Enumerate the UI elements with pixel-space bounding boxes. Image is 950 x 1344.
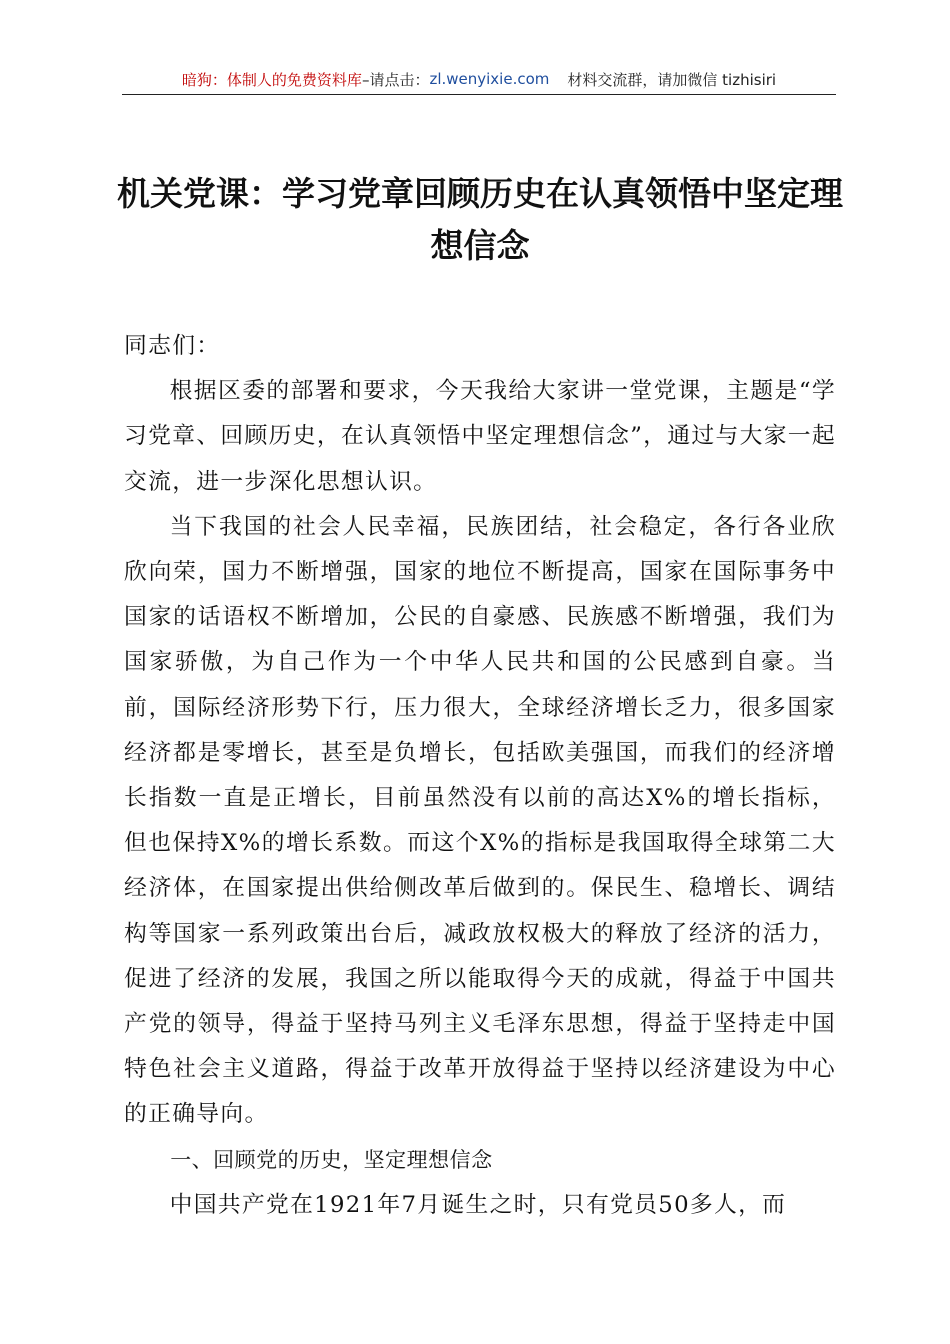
- section-heading: 一、回顾党的历史，坚定理想信念: [170, 1147, 493, 1172]
- header-separator: –请点击：: [361, 70, 430, 89]
- paragraph-history: 中国共产党在1921年7月诞生之时，只有党员50多人，而: [169, 1191, 787, 1218]
- paragraph-intro: 根据区委的部署和要求，今天我给大家讲一堂党课，主题是“学习党章、回顾历史，在认真领悟中坚定理想信念”，通过与大家一起交流，进一步深化思想认识。: [124, 378, 836, 495]
- header-link[interactable]: zl.wenyixie.com: [429, 70, 550, 88]
- salutation: 同志们：: [124, 333, 221, 359]
- document-title: 机关党课：学习党章回顾历史在认真领悟中坚定理想信念: [117, 174, 843, 265]
- header-contact: 材料交流群，请加微信 tizhisiri: [567, 70, 777, 89]
- document-body: [124, 324, 836, 1228]
- header-brand: 暗狗：体制人的免费资料库: [181, 70, 362, 89]
- page-header: [122, 64, 836, 95]
- paragraph-situation: 当下我国的社会人民幸福，民族团结，社会稳定，各行各业欣欣向荣，国力不断增强，国家的地位不断提高，国家在国际事务中国家的话语权不断增加，公民的自豪感、民族感不断增强，我们为国家骄傲，为自己作为一个中华人民共和国的公民感到自豪。当前，国际经济形势下行，压力很大，全球经济增长乏力，很多国家经济都是零增长，甚至是负增长，包括欧美强国，而我们的经济增长指数一直是正增长，目前虽然没有以前的高达X%的增长指标，但也保持X%的增长系数。而这个X%的指标是我国取得全球第二大经济体，在国家提出供给侧改革后做到的。保民生、稳增长、调结构等国家一系列政策出台后，减政放权极大的释放了经济的活力，促进了经济的发展，我国之所以能取得今天的成就，得益于中国共产党的领导，得益于坚持马列主义毛泽东思想，得益于坚持走中国特色社会主义道路，得益于改革开放得益于坚持以经济建设为中心的正确导向。: [124, 513, 836, 1128]
